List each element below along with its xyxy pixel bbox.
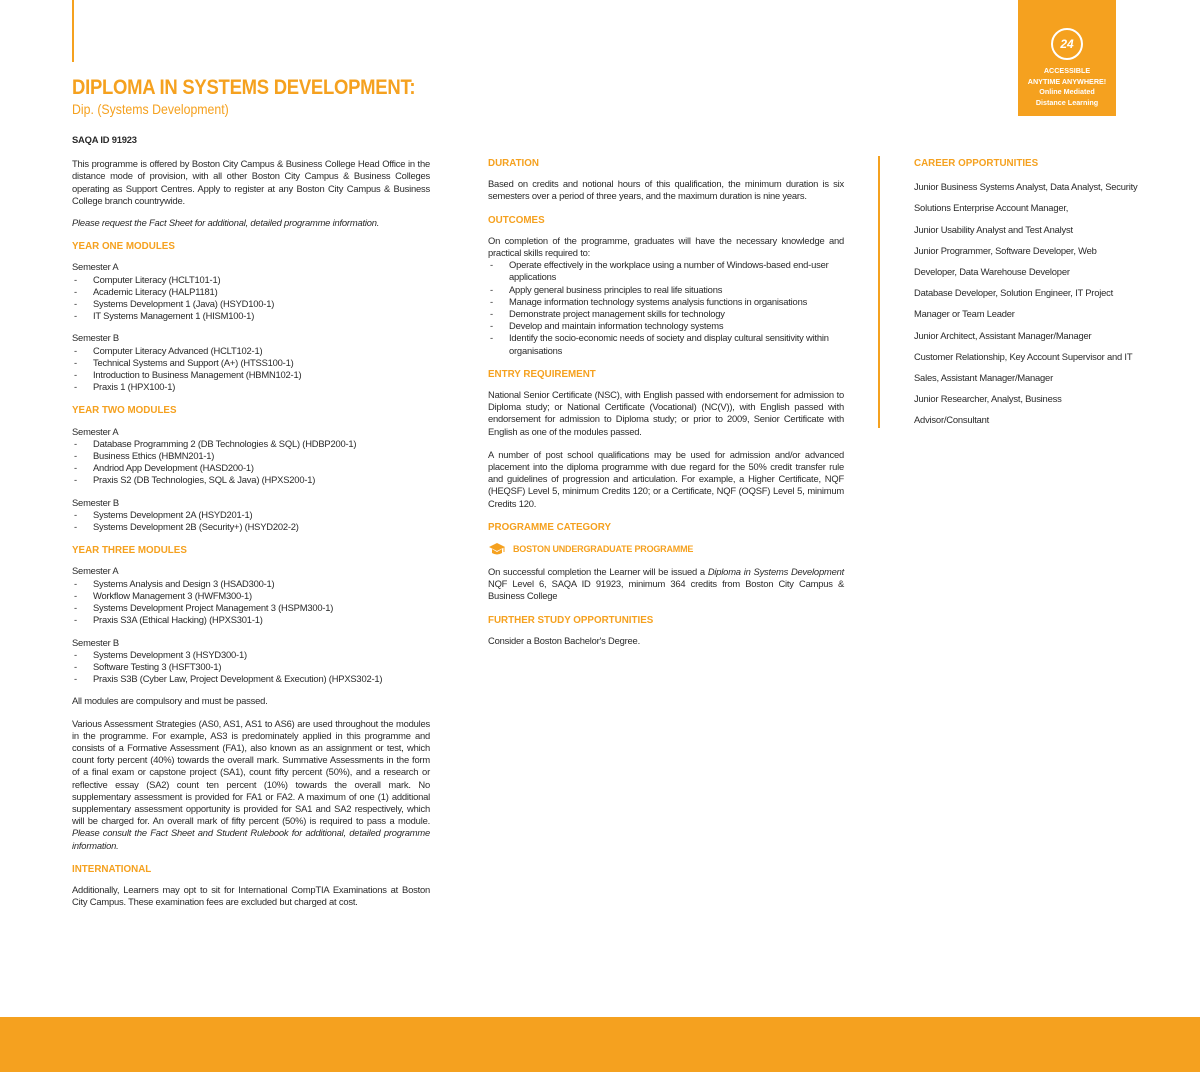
list-item: - Praxis S2 (DB Technologies, SQL & Java) (HPXS200-1) [72,474,430,486]
semester-label: Semester B [72,496,119,508]
list-item: - Academic Literacy (HALP1181) [72,286,430,298]
semester-label: Semester B [72,636,119,648]
column-details [488,158,844,657]
category-heading: PROGRAMME CATEGORY [488,521,612,533]
international-text: Additionally, Learners may opt to sit for International CompTIA Examinations at Boston City Campus. These examination fees are excluded but charged at cost. [72,883,430,908]
module-list [72,649,430,686]
module-list [72,274,430,323]
compulsory-note: All modules are compulsory and must be passed. [72,695,268,707]
semester-label: Semester A [72,425,119,437]
year-one-heading: YEAR ONE MODULES [72,241,175,253]
duration-heading: DURATION [488,158,539,169]
outcomes-intro: On completion of the programme, graduates will have the necessary knowledge and practical skills required to: [488,234,844,259]
list-item: - Demonstrate project management skills for technology [488,308,844,320]
24-hour-icon: 24 [1051,28,1083,60]
career-line: Junior Business Systems Analyst, Data Analyst, Security [914,181,1138,193]
career-line: Junior Researcher, Analyst, Business [914,393,1062,405]
further-study-text: Consider a Boston Bachelor's Degree. [488,634,640,646]
module-list [72,509,430,533]
list-item: - Andriod App Development (HASD200-1) [72,462,430,474]
list-item: - Praxis S3B (Cyber Law, Project Development & Execution) (HPXS302-1) [72,673,430,685]
badge-line: Online Mediated [1039,87,1095,96]
saqa-id: SAQA ID 91923 [72,134,137,145]
page-subtitle: Dip. (Systems Development) [72,101,229,117]
career-line: Customer Relationship, Key Account Supervisor and IT [914,350,1133,362]
list-item: - Operate effectively in the workplace using a number of Windows-based end-user applications [488,259,844,283]
list-item: - Praxis S3A (Ethical Hacking) (HPXS301-1) [72,614,430,626]
entry-paragraph-1: National Senior Certificate (NSC), with English passed with endorsement for admission to Diploma study; or National Certificate (Vocational) (NC(V)), with English passed with endorsement for admission to Diploma study; or prior to 2009, Senior Certificate with English as one of the modules passed. [488,389,844,437]
module-list [72,578,430,627]
career-line: Junior Usability Analyst and Test Analyst [914,223,1073,235]
page-title: DIPLOMA IN SYSTEMS DEVELOPMENT: [72,76,416,99]
list-item: - Systems Analysis and Design 3 (HSAD300-1) [72,578,430,590]
list-item: - IT Systems Management 1 (HISM100-1) [72,310,430,322]
list-item: - Technical Systems and Support (A+) (HTSS100-1) [72,357,430,369]
intro-paragraph: This programme is offered by Boston City Campus & Business College Head Office in the distance mode of provision, with all other Boston City Campus & Business Colleges operating as Support Centres. Apply to register at any Boston City Campus & Business College branch countrywide. [72,158,430,206]
badge-line: ACCESSIBLE [1043,66,1091,75]
badge-line: Distance Learning [1035,97,1099,107]
badge-line: ANYTIME ANYWHERE! [1027,76,1107,86]
list-item: - Computer Literacy (HCLT101-1) [72,274,430,286]
list-item: - Systems Development 1 (Java) (HSYD100-1) [72,298,430,310]
category-text: On successful completion the Learner will be issued a Diploma in Systems Development NQF Level 6, SAQA ID 91923, minimum 364 credits from Boston City Campus & Business College [488,566,844,602]
footer-bar [0,1017,1200,1072]
entry-heading: ENTRY REQUIREMENT [488,368,596,380]
fact-sheet-note: Please request the Fact Sheet for additional, detailed programme information. [72,217,380,229]
column-divider [878,156,880,428]
year-three-heading: YEAR THREE MODULES [72,545,187,557]
badge-text [1022,66,1112,108]
further-study-heading: FURTHER STUDY OPPORTUNITIES [488,614,654,626]
accessible-badge [1018,0,1116,116]
outcomes-list [488,259,844,357]
entry-paragraph-2: A number of post school qualifications may be used for admission and/or advanced placement into the diploma programme with due regard for the 50% credit transfer rule and guidelines of progression and articulation. For example, a Higher Certificate, NQF (HEQSF) Level 5, minimum Credits 120; or a Certificate, NQF (OQSF) Level 5, minimum Credits 120. [488,448,844,509]
semester-label: Semester A [72,261,119,273]
outcomes-heading: OUTCOMES [488,214,545,226]
career-heading: CAREER OPPORTUNITIES [914,158,1039,169]
graduation-cap-icon [488,542,506,556]
career-line: Solutions Enterprise Account Manager, [914,202,1069,214]
career-line: Advisor/Consultant [914,414,990,426]
top-accent-rule [72,0,74,62]
list-item: - Workflow Management 3 (HWFM300-1) [72,590,430,602]
column-modules [72,134,430,918]
career-line: Manager or Team Leader [914,308,1015,320]
duration-text: Based on credits and notional hours of this qualification, the minimum duration is six semesters over a period of three years, and the maximum duration is nine years. [488,178,844,202]
list-item: - Apply general business principles to real life situations [488,284,844,296]
list-item: - Identify the socio-economic needs of society and display cultural sensitivity within organisations [488,332,844,356]
career-line: Developer, Data Warehouse Developer [914,266,1070,278]
list-item: - Computer Literacy Advanced (HCLT102-1) [72,345,430,357]
semester-label: Semester A [72,565,119,577]
list-item: - Praxis 1 (HPX100-1) [72,381,430,393]
career-line: Junior Programmer, Software Developer, Web [914,244,1097,256]
list-item: - Systems Development Project Management 3 (HSPM300-1) [72,602,430,614]
list-item: - Introduction to Business Management (HBMN102-1) [72,369,430,381]
list-item: - Systems Development 2B (Security+) (HSYD202-2) [72,521,430,533]
list-item: - Business Ethics (HBMN201-1) [72,450,430,462]
career-line: Junior Architect, Assistant Manager/Manager [914,329,1092,341]
module-list [72,438,430,487]
list-item: - Systems Development 2A (HSYD201-1) [72,509,430,521]
year-two-heading: YEAR TWO MODULES [72,405,177,417]
list-item: - Software Testing 3 (HSFT300-1) [72,661,430,673]
career-line: Database Developer, Solution Engineer, IT Project [914,287,1114,299]
international-heading: INTERNATIONAL [72,863,152,875]
list-item: - Manage information technology systems analysis functions in organisations [488,296,844,308]
list-item: - Systems Development 3 (HSYD300-1) [72,649,430,661]
career-line: Sales, Assistant Manager/Manager [914,372,1053,384]
module-list [72,345,430,394]
category-row [488,542,844,556]
semester-label: Semester B [72,332,119,344]
column-careers [914,158,1138,431]
category-label: BOSTON UNDERGRADUATE PROGRAMME [513,543,694,554]
list-item: - Database Programming 2 (DB Technologies & SQL) (HDBP200-1) [72,438,430,450]
list-item: - Develop and maintain information technology systems [488,320,844,332]
assessment-paragraph: Various Assessment Strategies (AS0, AS1, AS1 to AS6) are used throughout the modules in the programme. For example, AS3 is predominately applied in this programme and consists of a Formative Assessment (FA1), also known as an assignment or test, which count forty percent (40%) towards the overall mark. Summative Assessments in the form of a final exam or capstone project (SA1), count fifty percent (50%), and a research or reflective essay (SA2) count ten percent (10%) towards the overall mark. No supplementary assessment is provided for FA1 or FA2. A maximum of one (1) additional supplementary assessment opportunity is provided for SA1 and SA2 respectively, which will be charged for. An overall mark of fifty percent (50%) is required to pass a module. Please consult the Fact Sheet and Student Rulebook for additional, detailed programme information. [72,717,430,851]
